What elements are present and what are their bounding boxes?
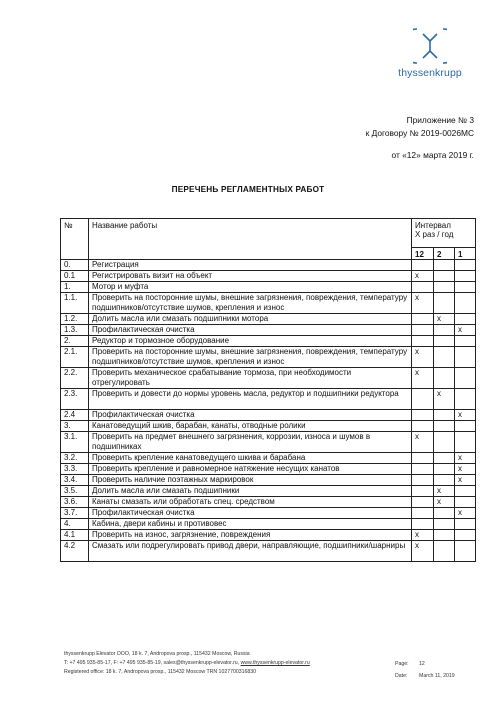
row-mark-2 [434, 325, 455, 336]
row-mark-1 [455, 271, 476, 282]
page-number: 12 [419, 661, 425, 667]
row-number: 4. [61, 519, 89, 530]
company-logo [392, 26, 468, 79]
appendix-block [366, 114, 474, 139]
frequency-header-2: 2 [434, 248, 455, 260]
thyssenkrupp-logo-icon [413, 26, 447, 66]
row-mark-12 [412, 486, 434, 497]
row-number: 3.1. [61, 432, 89, 453]
row-mark-2 [434, 464, 455, 475]
row-mark-1: x [455, 453, 476, 464]
row-number: 0. [61, 260, 89, 271]
table-row [61, 508, 476, 519]
row-mark-1 [455, 368, 476, 389]
row-mark-12: x [412, 541, 434, 562]
contract-reference: к Договору № 2019-0026МС [365, 127, 474, 138]
row-mark-1 [455, 293, 476, 314]
row-work-name: Мотор и муфта [89, 282, 412, 293]
table-row [61, 453, 476, 464]
table-row [61, 271, 476, 282]
row-mark-1 [455, 541, 476, 562]
column-header-name: Название работы [89, 219, 412, 260]
row-mark-12 [412, 519, 434, 530]
row-mark-2 [434, 519, 455, 530]
row-work-name: Проверить наличие поэтажных маркировок [89, 475, 412, 486]
row-number: 4.2 [61, 541, 89, 562]
section-row [61, 282, 476, 293]
footer-phones: T: +7 495 935-85-17, F: +7 495 935-85-19, sales@thyssenkrupp-elevator.ru, [64, 660, 241, 666]
row-number: 1.2. [61, 314, 89, 325]
row-work-name: Профилактическая очистка [89, 410, 412, 421]
row-mark-2 [434, 475, 455, 486]
row-work-name: Кабина, двери кабины и противовес [89, 519, 412, 530]
row-mark-1 [455, 421, 476, 432]
page-title: ПЕРЕЧЕНЬ РЕГЛАМЕНТНЫХ РАБОТ [171, 185, 325, 194]
row-number: 3.4. [61, 475, 89, 486]
date-label: Date: [395, 673, 408, 679]
appendix-number: Приложение № 3 [406, 115, 474, 125]
row-mark-1 [455, 314, 476, 325]
row-mark-12 [412, 314, 434, 325]
row-mark-1: x [455, 410, 476, 421]
row-work-name: Регистрация [89, 260, 412, 271]
row-mark-12 [412, 475, 434, 486]
row-work-name: Редуктор и тормозное оборудование [89, 336, 412, 347]
row-mark-12 [412, 282, 434, 293]
row-mark-12: x [412, 347, 434, 368]
row-mark-1 [455, 519, 476, 530]
section-row [61, 336, 476, 347]
row-mark-1 [455, 497, 476, 508]
row-number: 3.5. [61, 486, 89, 497]
row-number: 2.3. [61, 389, 89, 410]
table-row [61, 410, 476, 421]
row-mark-2 [434, 368, 455, 389]
table-row [61, 389, 476, 410]
row-work-name: Проверить механическое срабатывание тормоза, при необходимости отрегулировать [89, 368, 412, 389]
row-mark-1 [455, 282, 476, 293]
row-mark-12: x [412, 368, 434, 389]
row-mark-12 [412, 497, 434, 508]
row-mark-2: x [434, 486, 455, 497]
section-row [61, 519, 476, 530]
document-date: от «12» марта 2019 г. [391, 150, 474, 160]
row-mark-12 [412, 508, 434, 519]
row-mark-1 [455, 389, 476, 410]
row-work-name: Регистрировать визит на объект [89, 271, 412, 282]
row-mark-2 [434, 336, 455, 347]
row-number: 3.2. [61, 453, 89, 464]
works-table-body [61, 260, 476, 562]
row-work-name: Проверить на посторонние шумы, внешние загрязнения, повреждения, температуру подшипников/отсутствие шумов, крепления и износ [89, 347, 412, 368]
row-work-name: Смазать или подрегулировать привод двери, направляющие, подшипники/шарниры [89, 541, 412, 562]
row-work-name: Проверить крепление и равномерное натяжение несущих канатов [89, 464, 412, 475]
row-mark-1 [455, 486, 476, 497]
row-number: 0.1 [61, 271, 89, 282]
table-row [61, 325, 476, 336]
logo-text: thyssenkrupp [398, 67, 462, 79]
column-header-number: № [61, 219, 89, 260]
row-mark-12 [412, 410, 434, 421]
footer-contacts [64, 659, 310, 668]
row-number: 2.4 [61, 410, 89, 421]
row-number: 1. [61, 282, 89, 293]
table-row [61, 475, 476, 486]
row-number: 3.6. [61, 497, 89, 508]
table-row [61, 293, 476, 314]
table-row [61, 432, 476, 453]
row-mark-1 [455, 336, 476, 347]
section-row [61, 421, 476, 432]
row-work-name: Профилактическая очистка [89, 325, 412, 336]
footer-website-link[interactable]: www.thyssenkrupp-elevator.ru [240, 660, 310, 666]
row-number: 3.7. [61, 508, 89, 519]
row-work-name: Долить масла или смазать подшипники [89, 486, 412, 497]
row-mark-1 [455, 432, 476, 453]
table-row [61, 497, 476, 508]
row-mark-2 [434, 410, 455, 421]
row-mark-1: x [455, 464, 476, 475]
row-mark-12 [412, 421, 434, 432]
row-work-name: Проверить на предмет внешнего загрязнения, коррозии, износа и шумов в подшипниках [89, 432, 412, 453]
section-row [61, 260, 476, 271]
footer-registered-office: Registered office: 18 k. 7, Andropova prosp., 115432 Moscow TRN 1027700316830 [64, 669, 257, 675]
row-mark-1 [455, 260, 476, 271]
row-mark-1 [455, 530, 476, 541]
row-mark-2 [434, 347, 455, 368]
page-info [395, 658, 455, 682]
row-mark-2 [434, 271, 455, 282]
row-mark-12 [412, 325, 434, 336]
row-work-name: Канаты смазать или обработать спец. средством [89, 497, 412, 508]
row-mark-2 [434, 282, 455, 293]
row-mark-12 [412, 464, 434, 475]
table-row [61, 314, 476, 325]
interval-unit-label: Х раз / год [415, 230, 454, 240]
row-work-name: Канатоведущий шкив, барабан, канаты, отводные ролики [89, 421, 412, 432]
frequency-header-1: 1 [455, 248, 476, 260]
frequency-header-12: 12 [412, 248, 434, 260]
row-mark-2 [434, 530, 455, 541]
row-mark-12 [412, 336, 434, 347]
row-work-name: Долить масла или смазать подшипники мотора [89, 314, 412, 325]
row-work-name: Проверить крепление канатоведущего шкива и барабана [89, 453, 412, 464]
page-label: Page: [395, 661, 409, 667]
row-mark-2 [434, 260, 455, 271]
table-row [61, 530, 476, 541]
row-mark-1 [455, 347, 476, 368]
row-mark-2: x [434, 314, 455, 325]
row-mark-1: x [455, 325, 476, 336]
row-mark-2 [434, 508, 455, 519]
row-mark-12 [412, 389, 434, 410]
table-row [61, 347, 476, 368]
row-mark-2: x [434, 389, 455, 410]
row-mark-2 [434, 453, 455, 464]
footer-company-address: thyssenkrupp Elevator ООО, 18 k. 7, Andropova prosp., 115432 Moscow, Russia [64, 651, 250, 657]
row-number: 2.1. [61, 347, 89, 368]
row-mark-1: x [455, 508, 476, 519]
table-header-row [61, 219, 476, 248]
row-number: 1.1. [61, 293, 89, 314]
row-number: 3. [61, 421, 89, 432]
row-work-name: Профилактическая очистка [89, 508, 412, 519]
row-mark-12 [412, 453, 434, 464]
footer-date: March 11, 2019 [419, 673, 455, 679]
table-row [61, 486, 476, 497]
row-mark-2 [434, 421, 455, 432]
row-number: 2.2. [61, 368, 89, 389]
row-work-name: Проверить на износ, загрязнение, повреждения [89, 530, 412, 541]
row-number: 1.3. [61, 325, 89, 336]
row-work-name: Проверить и довести до нормы уровень масла, редуктор и подшипники редуктора [89, 389, 412, 410]
row-mark-12: x [412, 432, 434, 453]
row-mark-1: x [455, 475, 476, 486]
row-mark-2 [434, 293, 455, 314]
table-row [61, 368, 476, 389]
row-number: 3.3. [61, 464, 89, 475]
row-mark-2 [434, 432, 455, 453]
column-header-interval [412, 219, 476, 248]
row-mark-12: x [412, 530, 434, 541]
row-mark-12 [412, 260, 434, 271]
works-table [60, 218, 476, 562]
table-row [61, 541, 476, 562]
row-mark-2 [434, 541, 455, 562]
row-number: 2. [61, 336, 89, 347]
row-mark-12: x [412, 293, 434, 314]
table-row [61, 464, 476, 475]
row-mark-12: x [412, 271, 434, 282]
interval-label: Интервал [415, 221, 451, 230]
page-footer [64, 650, 310, 677]
row-work-name: Проверить на посторонние шумы, внешние загрязнения, повреждения, температуру подшипников/отсутствие шумов, крепления и износ [89, 293, 412, 314]
row-number: 4.1 [61, 530, 89, 541]
row-mark-2: x [434, 497, 455, 508]
